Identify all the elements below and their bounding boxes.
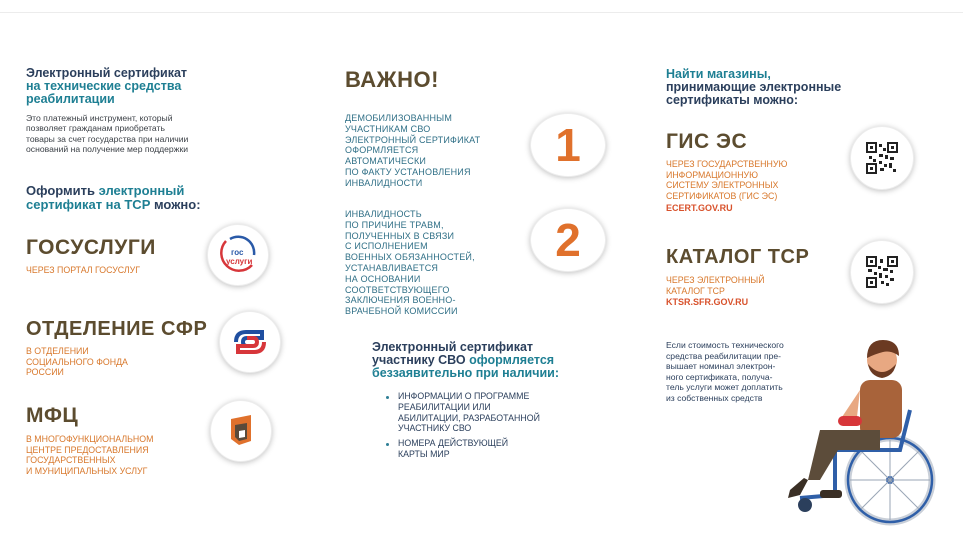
point1-number: 1 bbox=[555, 119, 581, 171]
point2-line: ПОЛУЧЕННЫХ В СВЯЗИ bbox=[345, 230, 455, 241]
intro-title-line3: реабилитации bbox=[26, 92, 115, 106]
sfr-sub-line: СОЦИАЛЬНОГО ФОНДА bbox=[26, 356, 128, 367]
top-divider bbox=[0, 12, 963, 13]
gosuslugi-block bbox=[26, 236, 206, 276]
find-title-line: принимающие электронные bbox=[666, 80, 842, 94]
mfc-sub bbox=[26, 434, 216, 476]
sfr-logo-circle bbox=[219, 311, 281, 373]
point1-line: ДЕМОБИЛИЗОВАННЫМ bbox=[345, 113, 453, 123]
svg-text:гос: гос bbox=[231, 248, 244, 257]
gosuslugi-sub: ЧЕРЕЗ ПОРТАЛ ГОСУСЛУГ bbox=[26, 265, 140, 275]
apply-title-part: электронный bbox=[98, 182, 185, 198]
gosuslugi-logo-circle bbox=[207, 224, 269, 286]
apply-title-part: можно: bbox=[150, 196, 201, 212]
gis-sub-line: СЕРТИФИКАТОВ (ГИС ЭС) bbox=[666, 190, 778, 201]
bullet1-line: УЧАСТНИКУ СВО bbox=[398, 423, 472, 434]
svo-title-part: участнику СВО bbox=[372, 353, 470, 367]
intro-text-line: позволяет гражданам приобретать bbox=[26, 123, 165, 134]
sfr-sub-line: В ОТДЕЛЕНИИ bbox=[26, 346, 89, 356]
mfc-sub-line: ЦЕНТРЕ ПРЕДОСТАВЛЕНИЯ bbox=[26, 444, 149, 455]
gis-title: ГИС ЭС bbox=[666, 130, 748, 153]
gis-sub-line: ЧЕРЕЗ ГОСУДАРСТВЕННУЮ bbox=[666, 159, 788, 169]
intro-title-line1: Электронный сертификат bbox=[26, 66, 188, 80]
gosuslugi-title: ГОСУСЛУГИ bbox=[26, 236, 156, 259]
intro-title bbox=[26, 67, 286, 106]
sfr-sub bbox=[26, 346, 216, 378]
important-title: ВАЖНО! bbox=[345, 67, 439, 92]
gis-url[interactable]: ECERT.GOV.RU bbox=[666, 203, 733, 214]
catalog-url[interactable]: KTSR.SFR.GOV.RU bbox=[666, 297, 749, 308]
apply-title-part: Оформить bbox=[26, 182, 99, 198]
svo-title-line: Электронный сертификат bbox=[372, 340, 534, 354]
left-column bbox=[26, 67, 286, 212]
sfr-block bbox=[26, 318, 216, 378]
bullet-dot bbox=[386, 443, 389, 446]
point1-line: ПО ФАКТУ УСТАНОВЛЕНИЯ bbox=[345, 166, 471, 177]
catalog-qr-code-icon[interactable] bbox=[866, 256, 898, 288]
point1-line: ИНВАЛИДНОСТИ bbox=[345, 177, 423, 188]
sfr-title: ОТДЕЛЕНИЕ СФР bbox=[26, 318, 208, 340]
catalog-qr-circle bbox=[850, 240, 914, 304]
gis-sub-line: ИНФОРМАЦИОННУЮ bbox=[666, 169, 759, 180]
point2-line: УСТАНАВЛИВАЕТСЯ bbox=[345, 262, 439, 273]
point2-line: СООТВЕТСТВУЮЩЕГО bbox=[345, 284, 450, 295]
point2-number: 2 bbox=[555, 214, 581, 266]
point1-line: АВТОМАТИЧЕСКИ bbox=[345, 156, 427, 167]
svo-title bbox=[372, 341, 622, 380]
point1-text bbox=[345, 113, 535, 189]
mfc-title: МФЦ bbox=[26, 404, 79, 427]
mfc-block bbox=[26, 404, 216, 476]
mfc-sub-line: И МУНИЦИПАЛЬНЫХ УСЛУГ bbox=[26, 465, 148, 476]
gis-qr-code-icon[interactable] bbox=[866, 142, 898, 174]
catalog-block bbox=[666, 245, 856, 307]
svo-title-part: оформляется bbox=[469, 353, 555, 367]
intro-text-line: оснований на получение мер поддержки bbox=[26, 144, 189, 155]
point2-line: ЗАКЛЮЧЕНИЯ ВОЕННО- bbox=[345, 295, 456, 306]
important-block bbox=[345, 68, 545, 92]
point2-text bbox=[345, 209, 535, 317]
note-line: тель услуги может доплатить bbox=[666, 382, 783, 393]
bullet1-text bbox=[398, 391, 618, 434]
point2-line: НА ОСНОВАНИИ bbox=[345, 273, 421, 284]
wheelchair-user-illustration bbox=[760, 330, 940, 530]
catalog-sub-line: КАТАЛОГ ТСР bbox=[666, 285, 725, 296]
point2-number-circle bbox=[530, 208, 606, 272]
gis-sub bbox=[666, 159, 856, 201]
note-line: вышает номинал электрон- bbox=[666, 361, 776, 372]
gosuslugi-logo-icon bbox=[208, 225, 268, 285]
intro-text-line: Это платежный инструмент, который bbox=[26, 113, 173, 123]
bullet-dot bbox=[386, 396, 389, 399]
svg-text:услуги: услуги bbox=[226, 257, 253, 266]
intro-text bbox=[26, 113, 286, 155]
find-title-line: сертификаты можно: bbox=[666, 93, 799, 107]
point2-line: ПО ПРИЧИНЕ ТРАВМ, bbox=[345, 219, 444, 230]
mfc-logo-circle bbox=[210, 400, 272, 462]
mfc-sub-line: ГОСУДАРСТВЕННЫХ bbox=[26, 455, 116, 466]
find-title-line: Найти магазины, bbox=[666, 67, 771, 81]
catalog-title: КАТАЛОГ ТСР bbox=[666, 246, 810, 268]
bullet1-line: РЕАБИЛИТАЦИИ ИЛИ bbox=[398, 401, 491, 412]
point1-line: УЧАСТНИКАМ СВО bbox=[345, 123, 431, 134]
mfc-sub-line: В МНОГОФУНКЦИОНАЛЬНОМ bbox=[26, 434, 154, 444]
apply-title-part: сертификат на ТСР bbox=[26, 196, 151, 212]
mfc-logo-icon bbox=[211, 401, 271, 461]
point1-line: ОФОРМЛЯЕТСЯ bbox=[345, 145, 419, 156]
gis-block bbox=[666, 130, 856, 213]
find-title bbox=[666, 68, 906, 107]
point1-line: ЭЛЕКТРОННЫЙ СЕРТИФИКАТ bbox=[345, 134, 481, 145]
point2-line: ВОЕННЫХ ОБЯЗАННОСТЕЙ, bbox=[345, 252, 475, 263]
apply-title bbox=[26, 184, 286, 212]
note-line: средства реабилитации пре- bbox=[666, 350, 782, 361]
intro-title-line2: на технические средства bbox=[26, 79, 182, 93]
bullet1-line: АБИЛИТАЦИИ, РАЗРАБОТАННОЙ bbox=[398, 412, 540, 423]
note-line: ного сертификата, получа- bbox=[666, 371, 773, 382]
catalog-sub-line: ЧЕРЕЗ ЭЛЕКТРОННЫЙ bbox=[666, 275, 765, 285]
gis-sub-line: СИСТЕМУ ЭЛЕКТРОННЫХ bbox=[666, 180, 779, 191]
bullet2-line: НОМЕРА ДЕЙСТВУЮЩЕЙ bbox=[398, 438, 509, 448]
gis-qr-circle bbox=[850, 126, 914, 190]
catalog-sub bbox=[666, 275, 856, 296]
note-line: из собственных средств bbox=[666, 392, 763, 403]
point1-number-circle bbox=[530, 113, 606, 177]
bullet2-line: КАРТЫ МИР bbox=[398, 448, 450, 459]
note-line: Если стоимость технического bbox=[666, 340, 784, 350]
sfr-logo-icon bbox=[220, 312, 280, 372]
svo-title-line: беззаявительно при наличии: bbox=[372, 366, 559, 380]
intro-text-line: товары за счет государства при наличии bbox=[26, 133, 189, 144]
bullet1-line: ИНФОРМАЦИИ О ПРОГРАММЕ bbox=[398, 391, 530, 401]
sfr-sub-line: РОССИИ bbox=[26, 367, 64, 378]
point2-line: С ИСПОЛНЕНИЕМ bbox=[345, 241, 428, 252]
bullet2-text bbox=[398, 438, 618, 460]
point2-line: ИНВАЛИДНОСТЬ bbox=[345, 209, 422, 219]
point2-line: ВРАЧЕБНОЙ КОМИССИИ bbox=[345, 306, 458, 317]
